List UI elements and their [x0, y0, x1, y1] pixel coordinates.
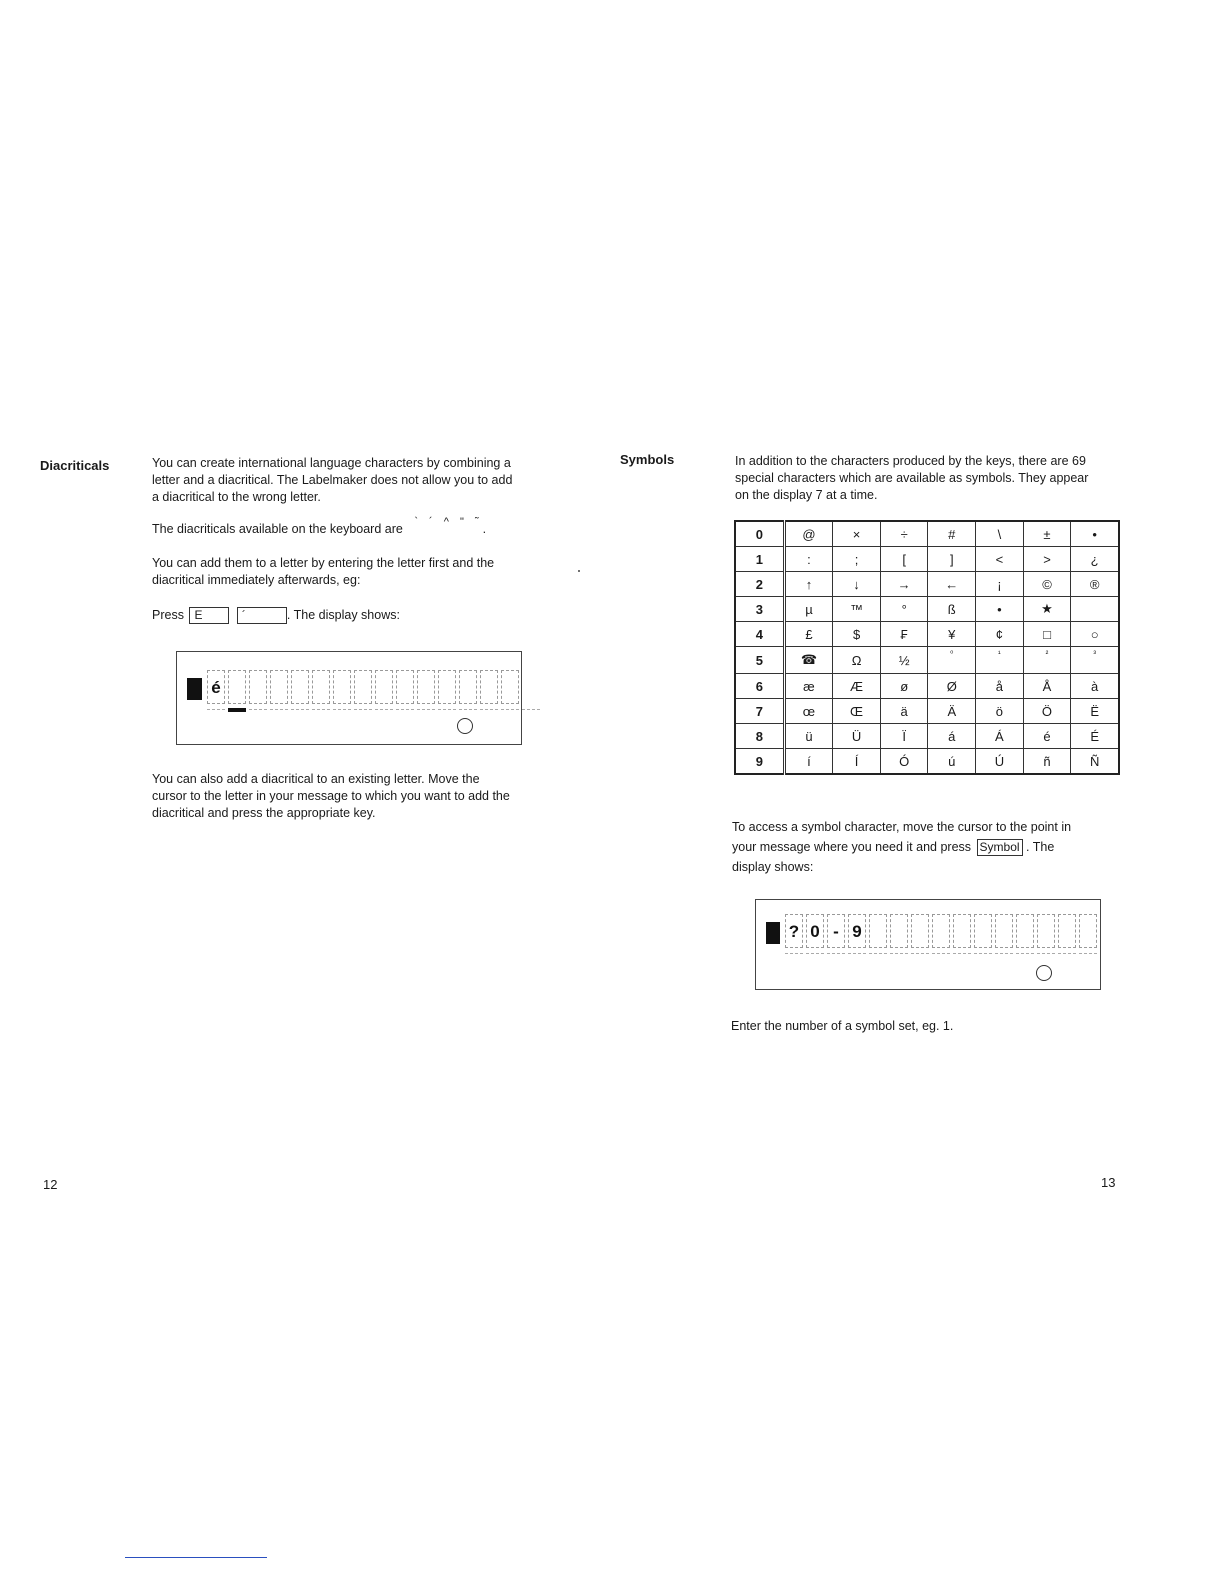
symbol-set-number: 3 [735, 597, 784, 622]
underline-segment [480, 709, 498, 712]
symbol-cell: É [1071, 724, 1119, 749]
symbol-cell: $ [833, 622, 881, 647]
symbol-cell: ³ [1071, 647, 1119, 674]
display-cell: - [827, 914, 845, 948]
symbol-set-number: 7 [735, 699, 784, 724]
underline-segment [953, 953, 971, 956]
symbol-cell: \ [976, 521, 1024, 547]
underline-segment [207, 709, 225, 712]
display-cell [270, 670, 288, 704]
underline-segment [1058, 953, 1076, 956]
symbol-cell: æ [784, 674, 833, 699]
symbol-cell: Í [833, 749, 881, 775]
symbol-cell: ü [784, 724, 833, 749]
symbol-cell: < [976, 547, 1024, 572]
section-heading-symbols: Symbols [620, 452, 675, 467]
symbol-cell [1071, 597, 1119, 622]
underline-segment [459, 709, 477, 712]
symbol-cell: Ü [833, 724, 881, 749]
cursor-block [187, 678, 202, 700]
symbol-cell: □ [1023, 622, 1071, 647]
symbol-cell: ○ [1071, 622, 1119, 647]
display-cell [1079, 914, 1097, 948]
underline-segment [1016, 953, 1034, 956]
symbol-cell: Ë [1071, 699, 1119, 724]
page-number-left: 12 [43, 1177, 58, 1192]
text-line: diacritical immediately afterwards, eg: [152, 573, 361, 587]
symbol-cell: Æ [833, 674, 881, 699]
underline-segment [270, 709, 288, 712]
symbol-cell: ← [928, 572, 976, 597]
symbol-cell: ± [1023, 521, 1071, 547]
symbol-cell: Ä [928, 699, 976, 724]
symbol-cell: ² [1023, 647, 1071, 674]
symbol-cell: ¿ [1071, 547, 1119, 572]
symbol-cell: Ú [976, 749, 1024, 775]
symbol-table-row [735, 547, 1119, 572]
symbol-cell: é [1023, 724, 1071, 749]
symbol-cell: ä [880, 699, 928, 724]
footer-rule [125, 1557, 267, 1558]
symbol-cell: ß [928, 597, 976, 622]
symbol-cell: å [976, 674, 1024, 699]
symbol-table-row [735, 521, 1119, 547]
display-cell [911, 914, 929, 948]
symbol-cell: ú [928, 749, 976, 775]
symbol-table [734, 520, 1120, 775]
underline-cursor [228, 708, 246, 712]
symbol-cell: Œ [833, 699, 881, 724]
diacriticals-intro [152, 455, 572, 506]
display-cell [354, 670, 372, 704]
indicator-circle-icon [1036, 965, 1052, 981]
symbol-cell: ö [976, 699, 1024, 724]
symbol-table-row [735, 699, 1119, 724]
symbol-cell: œ [784, 699, 833, 724]
symbol-cell: ø [880, 674, 928, 699]
text-line: special characters which are available as symbols. They appear [735, 471, 1089, 485]
display-cell [291, 670, 309, 704]
display-cell [995, 914, 1013, 948]
symbol-table-row [735, 572, 1119, 597]
underline-segment [932, 953, 950, 956]
display-cell [1037, 914, 1055, 948]
display-cell [396, 670, 414, 704]
symbol-cell: µ [784, 597, 833, 622]
text-line: display shows: [732, 860, 814, 874]
text-line: You can also add a diacritical to an existing letter. Move the [152, 772, 480, 786]
e-key: E [189, 607, 229, 624]
symbol-cell: ® [1071, 572, 1119, 597]
symbol-set-number: 0 [735, 521, 784, 547]
display-cell: é [207, 670, 225, 704]
text: . The display shows: [286, 608, 400, 622]
symbol-cell: ; [833, 547, 881, 572]
display-cell [932, 914, 950, 948]
symbol-cell: ☎ [784, 647, 833, 674]
text-line: diacritical and press the appropriate key. [152, 806, 376, 820]
display-cell [953, 914, 971, 948]
underline-segment [869, 953, 887, 956]
text-line: on the display 7 at a time. [735, 488, 878, 502]
symbol-cell: @ [784, 521, 833, 547]
symbol-cell: Ö [1023, 699, 1071, 724]
text-line: You can create international language characters by combining a [152, 456, 511, 470]
symbol-cell: ★ [1023, 597, 1071, 622]
symbol-table-row [735, 749, 1119, 775]
symbol-cell: Ñ [1071, 749, 1119, 775]
text-line [732, 837, 1132, 857]
display-cell [438, 670, 456, 704]
underline-segment [396, 709, 414, 712]
symbol-cell: > [1023, 547, 1071, 572]
underline-segment [995, 953, 1013, 956]
symbol-cell: ° [880, 597, 928, 622]
underline-segment [911, 953, 929, 956]
display-cell [312, 670, 330, 704]
display-cell [333, 670, 351, 704]
display-cell [480, 670, 498, 704]
symbol-cell: í [784, 749, 833, 775]
cursor-block [766, 922, 780, 944]
symbol-access-instructions [732, 817, 1132, 877]
text: your message where you need it and press [732, 840, 972, 854]
display-cell [1016, 914, 1034, 948]
symbol-cell: ⁰ [928, 647, 976, 674]
underline-segment [848, 953, 866, 956]
symbol-cell: Å [1023, 674, 1071, 699]
acute-key: ´ [237, 607, 287, 624]
underline-segment [249, 709, 267, 712]
underline-segment [827, 953, 845, 956]
display-cell [459, 670, 477, 704]
underline-segment [438, 709, 456, 712]
text-line: In addition to the characters produced by the keys, there are 69 [735, 454, 1086, 468]
symbol-table-row [735, 647, 1119, 674]
symbol-set-number: 8 [735, 724, 784, 749]
symbol-key: Symbol [977, 839, 1023, 856]
symbol-cell: Ø [928, 674, 976, 699]
symbol-cell: • [976, 597, 1024, 622]
display-cell: ? [785, 914, 803, 948]
symbol-cell: Ó [880, 749, 928, 775]
underline-segment [890, 953, 908, 956]
text-line: a diacritical to the wrong letter. [152, 490, 321, 504]
symbol-cell: ™ [833, 597, 881, 622]
text-line: letter and a diacritical. The Labelmaker does not allow you to add [152, 473, 513, 487]
symbol-table-row [735, 674, 1119, 699]
symbol-cell: # [928, 521, 976, 547]
diacriticals-available [152, 516, 572, 539]
underline-segment [501, 709, 519, 712]
symbol-cell: : [784, 547, 833, 572]
display-cell: 0 [806, 914, 824, 948]
stray-mark [578, 570, 580, 572]
symbol-cell: → [880, 572, 928, 597]
underline-segment [806, 953, 824, 956]
symbol-cell: ¹ [976, 647, 1024, 674]
symbol-cell: Á [976, 724, 1024, 749]
symbol-set-number: 4 [735, 622, 784, 647]
symbol-cell: ¢ [976, 622, 1024, 647]
indicator-circle-icon [457, 718, 473, 734]
display-cell [501, 670, 519, 704]
symbol-cell: £ [784, 622, 833, 647]
display-cell [1058, 914, 1076, 948]
symbol-set-number: 5 [735, 647, 784, 674]
symbol-cell: à [1071, 674, 1119, 699]
underline-segment [522, 709, 540, 712]
underline-segment [375, 709, 393, 712]
diacritical-marks: ` ´ ^ " ˜ [414, 516, 483, 528]
symbol-cell: © [1023, 572, 1071, 597]
symbol-cell: ñ [1023, 749, 1071, 775]
underline-segment [974, 953, 992, 956]
text: . The [1026, 840, 1055, 854]
display-cell [228, 670, 246, 704]
underline-segment [1079, 953, 1097, 956]
symbol-cell: Ω [833, 647, 881, 674]
symbol-cell: Ï [880, 724, 928, 749]
page-number-right: 13 [1101, 1175, 1116, 1190]
text: . [482, 522, 487, 536]
symbol-set-number: 1 [735, 547, 784, 572]
enter-symbol-set: Enter the number of a symbol set, eg. 1. [731, 1019, 954, 1033]
underline-segment [417, 709, 435, 712]
lcd-display-diacritical [176, 651, 522, 745]
symbol-cell: [ [880, 547, 928, 572]
underline-segment [785, 953, 803, 956]
underline-segment [312, 709, 330, 712]
lcd-display-symbol [755, 899, 1101, 990]
underline-segment [333, 709, 351, 712]
text: Press [152, 608, 184, 622]
section-heading-diacriticals: Diacriticals [40, 458, 110, 473]
symbol-cell: ½ [880, 647, 928, 674]
symbol-cell: × [833, 521, 881, 547]
symbols-intro [735, 453, 1135, 504]
symbol-cell: • [1071, 521, 1119, 547]
underline-segment [354, 709, 372, 712]
symbol-cell: ₣ [880, 622, 928, 647]
press-instruction [152, 607, 400, 624]
display-cell [249, 670, 267, 704]
symbol-set-number: 9 [735, 749, 784, 775]
text-line: cursor to the letter in your message to which you want to add the [152, 789, 510, 803]
text: The diacriticals available on the keyboard are [152, 522, 403, 536]
symbol-table-row [735, 724, 1119, 749]
symbol-cell: ↓ [833, 572, 881, 597]
underline-segment [291, 709, 309, 712]
display-cell [375, 670, 393, 704]
text-line: To access a symbol character, move the cursor to the point in [732, 820, 1072, 834]
symbol-cell: á [928, 724, 976, 749]
symbol-set-number: 6 [735, 674, 784, 699]
display-cell [869, 914, 887, 948]
symbol-table-row [735, 597, 1119, 622]
symbol-cell: ↑ [784, 572, 833, 597]
symbol-cell: ÷ [880, 521, 928, 547]
underline-segment [1037, 953, 1055, 956]
symbol-cell: ] [928, 547, 976, 572]
existing-letter-instructions [152, 771, 572, 822]
display-cell [890, 914, 908, 948]
display-cell [417, 670, 435, 704]
text-line: You can add them to a letter by entering the letter first and the [152, 556, 495, 570]
symbol-cell: ¡ [976, 572, 1024, 597]
symbol-table-row [735, 622, 1119, 647]
symbol-cell: ¥ [928, 622, 976, 647]
display-cell: 9 [848, 914, 866, 948]
symbol-set-number: 2 [735, 572, 784, 597]
display-cell [974, 914, 992, 948]
diacriticals-instructions [152, 555, 572, 589]
